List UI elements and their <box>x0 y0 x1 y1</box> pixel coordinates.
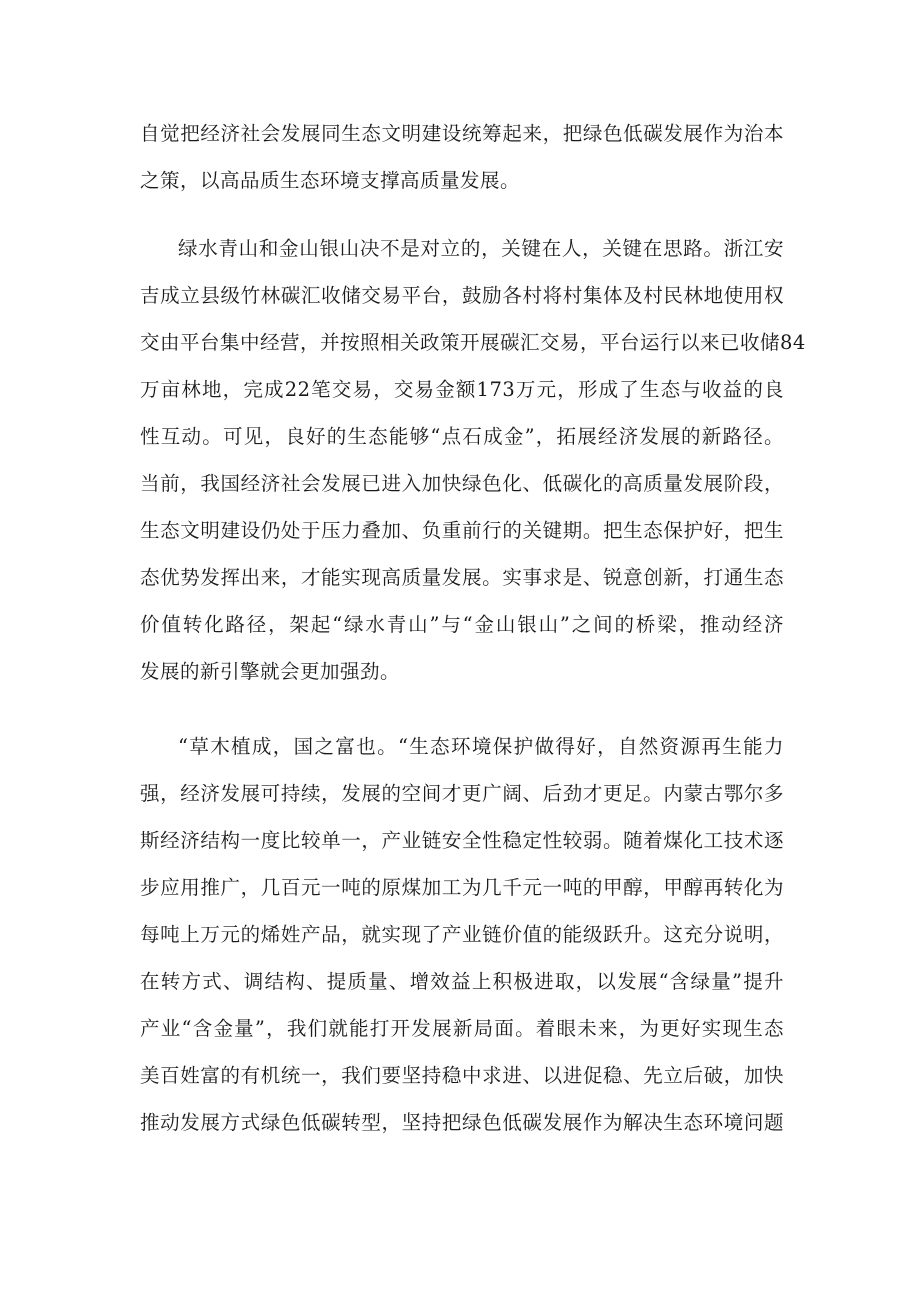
paragraph-3-line-5: 每吨上万元的烯姓产品，就实现了产业链价值的能级跃升。这充分说明， <box>140 923 784 946</box>
paragraph-2-line-8: 态优势发挥出来，才能实现高质量发展。实事求是、锐意创新，打通生态 <box>140 566 784 589</box>
paragraph-2-line-7: 生态文明建设仍处于压力叠加、负重前行的关键期。把生态保护好，把生 <box>140 519 784 542</box>
paragraph-3-line-1: “草木植成，国之富也。“生态环境保护做得好，自然资源再生能力 <box>178 735 784 758</box>
paragraph-3-line-7: 产业“含金量”，我们就能打开发展新局面。着眼未来，为更好实现生态 <box>140 1017 784 1040</box>
paragraph-2-line-4: 万亩林地，完成22笔交易，交易金额173万元，形成了生态与收益的良 <box>140 378 784 401</box>
paragraph-3-line-8: 美百姓富的有机统一，我们要坚持稳中求进、以进促稳、先立后破，加快 <box>140 1064 784 1087</box>
paragraph-1-line-2: 之策，以高品质生态环境支撑高质量发展。 <box>140 169 521 192</box>
paragraph-3-line-3: 斯经济结构一度比较单一，产业链安全性稳定性较弱。随着煤化工技术逐 <box>140 829 784 852</box>
paragraph-3-line-9: 推动发展方式绿色低碳转型，坚持把绿色低碳发展作为解决生态环境问题 <box>140 1111 784 1134</box>
paragraph-1-line-1: 自觉把经济社会发展同生态文明建设统筹起来，把绿色低碳发展作为治本 <box>140 122 784 145</box>
paragraph-3-line-2: 强，经济发展可持续，发展的空间才更广阔、后劲才更足。内蒙古鄂尔多 <box>140 782 784 805</box>
paragraph-3-line-4: 步应用推广，几百元一吨的原煤加工为几千元一吨的甲醇，甲醇再转化为 <box>140 876 784 899</box>
paragraph-2-line-2: 吉成立县级竹林碳汇收储交易平台，鼓励各村将村集体及村民林地使用权 <box>140 284 784 307</box>
paragraph-2-line-6: 当前，我国经济社会发展已进入加快绿色化、低碳化的高质量发展阶段， <box>140 472 784 495</box>
paragraph-2-line-9: 价值转化路径，架起“绿水青山”与“金山银山”之间的桥梁，推动经济 <box>140 613 784 636</box>
paragraph-2-line-5: 性互动。可见，良好的生态能够“点石成金”，拓展经济发展的新路径。 <box>140 425 784 448</box>
paragraph-2-line-3: 交由平台集中经营，并按照相关政策开展碳汇交易，平台运行以来已收储84 <box>140 331 806 354</box>
paragraph-2-line-10: 发展的新引擎就会更加强劲。 <box>140 660 401 683</box>
paragraph-2-line-1: 绿水青山和金山银山决不是对立的，关键在人，关键在思路。浙江安 <box>178 237 784 260</box>
paragraph-3-line-6: 在转方式、调结构、提质量、增效益上积极进取，以发展“含绿量”提升 <box>140 970 784 993</box>
